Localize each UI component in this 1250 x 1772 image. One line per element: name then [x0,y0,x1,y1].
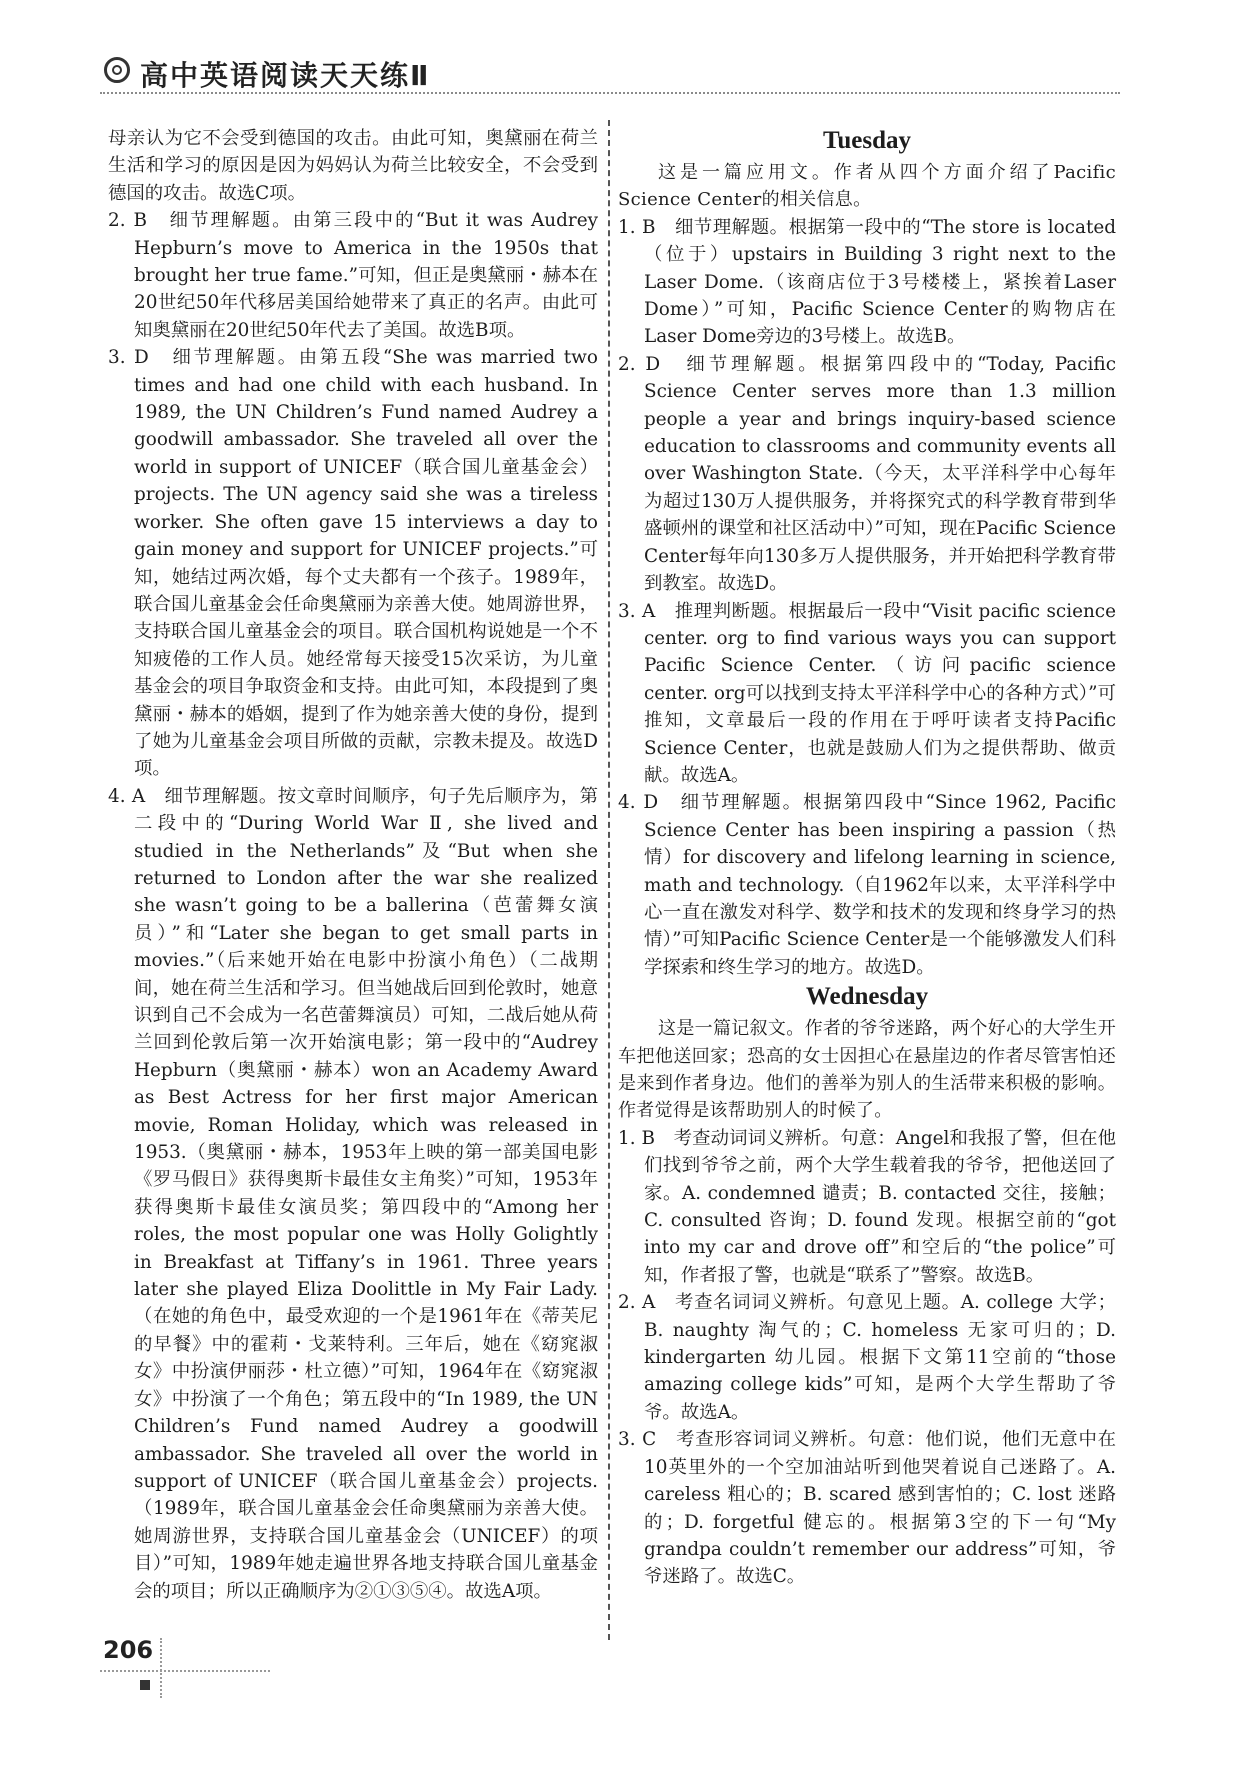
page-header [100,52,1120,94]
footer-rule [100,1670,270,1672]
answer-paragraph: 母亲认为它不会受到德国的攻击。由此可知，奥黛丽在荷兰生活和学习的原因是因为妈妈认为荷兰比较安全，不会受到德国的攻击。故选C项。 [108,128,598,204]
page-number: 206 [103,1636,154,1664]
answer-item: 2. A 考查名词词义辨析。句意见上题。A. college 大学；B. naughty 淘气的；C. homeless 无家可归的；D. kindergarten 幼儿园。根据下文第11空前的“those amazing college kids”可知，是两个大学生帮助了爷爷。故选A。 [618,1292,1116,1423]
section-intro: 这是一篇应用文。作者从四个方面介绍了Pacific Science Center的相关信息。 [618,162,1116,211]
section-intro: 这是一篇记叙文。作者的爷爷迷路，两个好心的大学生开车把他送回家；恐高的女士因担心在悬崖边的作者尽管害怕还是来到作者身边。他们的善举为别人的生活带来积极的影响。作者觉得是该帮助别人的时候了。 [618,1018,1116,1122]
section-heading-wednesday: Wednesday [805,983,929,1011]
left-column [108,125,598,1605]
answer-item: 4. D 细节理解题。根据第四段中“Since 1962, Pacific Science Center has been inspiring a passion（热情）for discovery and lifelong learning in science, math and technology.（自1962年以来，太平洋科学中心一直在激发对科学、数学和技术的发现和终身学习的热情）”可知Pacific Science Center是一个能够激发人们科学探索和终生学习的地方。故选D。 [618,792,1116,978]
header-divider [100,92,1120,94]
footer-square-icon [140,1680,150,1690]
answer-item: 2. B 细节理解题。由第三段中的“But it was Audrey Hepburn’s move to America in the 1950s that brought her true fame.”可知，但正是奥黛丽・赫本在20世纪50年代移居美国给她带来了真正的名声。由此可知奥黛丽在20世纪50年代去了美国。故选B项。 [108,210,598,341]
right-column [618,125,1116,1591]
book-title: 高中英语阅读天天练Ⅱ [140,59,431,92]
footer-divider [160,1638,162,1698]
answer-item: 2. D 细节理解题。根据第四段中的“Today, Pacific Science Center serves more than 1.3 million people a year and brings inquiry-based science education to classrooms and community events all over Washington State.（今天，太平洋科学中心每年为超过130万人提供服务，并将探究式的科学教育带到华盛顿州的课堂和社区活动中）”可知，现在Pacific Science Center每年向130多万人提供服务，并开始把科学教育带到教室。故选D。 [618,353,1116,595]
answer-item: 4. A 细节理解题。按文章时间顺序，句子先后顺序为，第二段中的“During World War Ⅱ, she lived and studied in the Netherlands”及“But when she returned to London after the war she realized she wasn’t going to be a ballerina（芭蕾舞女演员）”和“Later she began to get small parts in movies.”（后来她开始在电影中扮演小角色）（二战期间，她在荷兰生活和学习。但当她战后回到伦敦时，她意识到自己不会成为一名芭蕾舞演员）可知，二战后她从荷兰回到伦敦后第一次开始演电影；第一段中的“Audrey Hepburn（奥黛丽・赫本）won an Academy Award as Best Actress for her first major American movie, Roman Holiday, which was released in 1953.（奥黛丽・赫本，1953年上映的第一部美国电影《罗马假日》获得奥斯卡最佳女主角奖）”可知，1953年获得奥斯卡最佳女演员奖；第四段中的“Among her roles, the most popular one was Holly Golightly in Breakfast at Tiffany’s in 1961. Three years later she played Eliza Doolittle in My Fair Lady.（在她的角色中，最受欢迎的一个是1961年在《蒂芙尼的早餐》中的霍莉・戈莱特利。三年后，她在《窈窕淑女》中扮演伊丽莎・杜立德）”可知，1964年在《窈窕淑女》中扮演了一个角色；第五段中的“In 1989, the UN Children’s Fund named Audrey a goodwill ambassador. She traveled all over the world in support of UNICEF（联合国儿童基金会）projects.（1989年，联合国儿童基金会任命奥黛丽为亲善大使。她周游世界，支持联合国儿童基金会（UNICEF）的项目）”可知，1989年她走遍世界各地支持联合国儿童基金会的项目；所以正确顺序为②①③⑤④。故选A项。 [108,785,598,1602]
book-logo-icon [104,57,130,83]
section-heading-tuesday: Tuesday [822,127,911,154]
answer-item: 3. C 考查形容词词义辨析。句意：他们说，他们无意中在10英里外的一个空加油站听到他哭着说自己迷路了。A. careless 粗心的；B. scared 感到害怕的；C. lost 迷路的；D. forgetful 健忘的。根据第3空的下一句“My grandpa couldn’t remember our address”可知，爷爷迷路了。故选C。 [618,1429,1116,1588]
answer-item: 1. B 考查动词词义辨析。句意：Angel和我报了警，但在他们找到爷爷之前，两个大学生载着我的爷爷，把他送回了家。A. condemned 谴责；B. contacted 交往，接触；C. consulted 咨询；D. found 发现。根据空前的“got into my car and drove off”和空后的“the police”可知，作者报了警，也就是“联系了”警察。故选B。 [618,1127,1116,1286]
answer-item: 1. B 细节理解题。根据第一段中的“The store is located（位于）upstairs in Building 3 right next to the Laser Dome.（该商店位于3号楼楼上，紧挨着Laser Dome）”可知，Pacific Science Center的购物店在Laser Dome旁边的3号楼上。故选B。 [618,216,1116,348]
answer-item: 3. D 细节理解题。由第五段“She was married two times and had one child with each husband. In 1989, the UN Children’s Fund named Audrey a goodwill ambassador. She traveled all over the world in support of UNICEF（联合国儿童基金会）projects. The UN agency said she was a tireless worker. She often gave 15 interviews a day to gain money and support for UNICEF projects.”可知，她结过两次婚，每个丈夫都有一个孩子。1989年，联合国儿童基金会任命奥黛丽为亲善大使。她周游世界，支持联合国儿童基金会的项目。联合国机构说她是一个不知疲倦的工作人员。她经常每天接受15次采访，为儿童基金会的项目争取资金和支持。由此可知，本段提到了奥黛丽・赫本的婚姻，提到了作为她亲善大使的身份，提到了她为儿童基金会项目所做的贡献，宗教未提及。故选D项。 [108,347,598,780]
answer-item: 3. A 推理判断题。根据最后一段中“Visit pacific science center. org to find various ways you can support Pacific Science Center.（访问pacific science center. org可以找到支持太平洋科学中心的各种方式）”可推知，文章最后一段的作用在于呼吁读者支持Pacific Science Center，也就是鼓励人们为之提供帮助、做贡献。故选A。 [618,600,1116,786]
column-divider [608,120,610,1640]
